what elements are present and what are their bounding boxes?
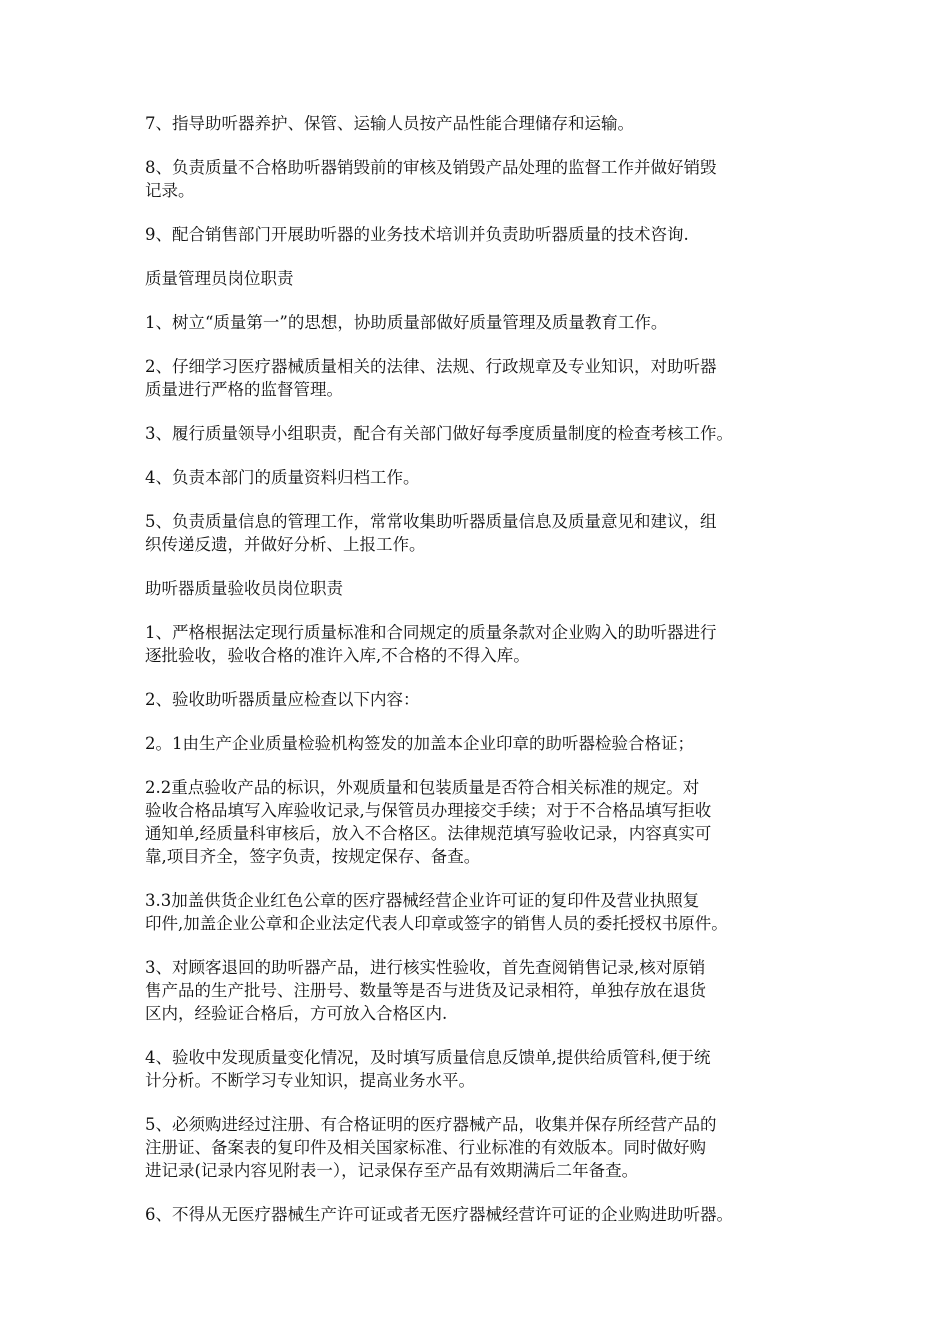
text-line: 通知单,经质量科审核后，放入不合格区。法律规范填写验收记录，内容真实可 (145, 824, 712, 843)
paragraph (145, 1203, 825, 1226)
text-line: 助听器质量验收员岗位职责 (145, 579, 343, 598)
text-line: 8、负责质量不合格助听器销毁前的审核及销毁产品处理的监督工作并做好销毁 (145, 158, 717, 177)
text-line: 1、严格根据法定现行质量标准和合同规定的质量条款对企业购入的助听器进行 (145, 623, 717, 642)
text-line: 3、对顾客退回的助听器产品，进行核实性验收，首先查阅销售记录,核对原销 (145, 958, 706, 977)
text-line: 4、负责本部门的质量资料归档工作。 (145, 468, 420, 487)
paragraph (145, 776, 825, 868)
text-line: 进记录(记录内容见附表一），记录保存至产品有效期满后二年备查。 (145, 1161, 639, 1180)
text-line: 质量管理员岗位职责 (145, 269, 294, 288)
text-line: 印件,加盖企业公章和企业法定代表人印章或签字的销售人员的委托授权书原件。 (145, 914, 728, 933)
paragraph (145, 510, 825, 556)
paragraph (145, 732, 825, 755)
paragraph (145, 688, 825, 711)
paragraph (145, 156, 825, 202)
paragraph (145, 311, 825, 334)
paragraph (145, 889, 825, 935)
text-line: 4、验收中发现质量变化情况，及时填写质量信息反馈单,提供给质管科,便于统 (145, 1048, 711, 1067)
paragraph (145, 956, 825, 1025)
text-line: 7、指导助听器养护、保管、运输人员按产品性能合理储存和运输。 (145, 114, 634, 133)
text-line: 注册证、备案表的复印件及相关国家标准、行业标准的有效版本。同时做好购 (145, 1138, 706, 1157)
text-line: 2、验收助听器质量应检查以下内容： (145, 690, 420, 709)
text-line: 计分析。不断学习专业知识，提高业务水平。 (145, 1071, 475, 1090)
text-line: 9、配合销售部门开展助听器的业务技术培训并负责助听器质量的技术咨询. (145, 225, 689, 244)
text-line: 2。1由生产企业质量检验机构签发的加盖本企业印章的助听器检验合格证； (145, 734, 694, 753)
text-line: 2、仔细学习医疗器械质量相关的法律、法规、行政规章及专业知识，对助听器 (145, 357, 717, 376)
section-heading (145, 577, 825, 600)
paragraph (145, 621, 825, 667)
paragraph (145, 112, 825, 135)
text-line: 区内，经验证合格后，方可放入合格区内. (145, 1004, 448, 1023)
section-heading (145, 267, 825, 290)
text-line: 售产品的生产批号、注册号、数量等是否与进货及记录相符，单独存放在退货 (145, 981, 706, 1000)
paragraph (145, 422, 825, 445)
text-line: 质量进行严格的监督管理。 (145, 380, 343, 399)
paragraph (145, 466, 825, 489)
text-line: 5、必须购进经过注册、有合格证明的医疗器械产品，收集并保存所经营产品的 (145, 1115, 717, 1134)
text-line: 3、履行质量领导小组职责，配合有关部门做好每季度质量制度的检查考核工作。 (145, 424, 733, 443)
paragraph (145, 355, 825, 401)
text-line: 靠,项目齐全，签字负责，按规定保存、备查。 (145, 847, 481, 866)
text-line: 2.2重点验收产品的标识，外观质量和包装质量是否符合相关标准的规定。对 (145, 778, 700, 797)
paragraph (145, 223, 825, 246)
document-body (145, 112, 825, 1247)
text-line: 3.3加盖供货企业红色公章的医疗器械经营企业许可证的复印件及营业执照复 (145, 891, 700, 910)
text-line: 6、不得从无医疗器械生产许可证或者无医疗器械经营许可证的企业购进助听器。 (145, 1205, 733, 1224)
text-line: 织传递反遗，并做好分析、上报工作。 (145, 535, 426, 554)
text-line: 记录。 (145, 181, 195, 200)
paragraph (145, 1113, 825, 1182)
text-line: 验收合格品填写入库验收记录,与保管员办理接交手续；对于不合格品填写拒收 (145, 801, 712, 820)
paragraph (145, 1046, 825, 1092)
text-line: 1、树立“质量第一”的思想，协助质量部做好质量管理及质量教育工作。 (145, 313, 668, 332)
text-line: 逐批验收，验收合格的准许入库,不合格的不得入库。 (145, 646, 530, 665)
text-line: 5、负责质量信息的管理工作，常常收集助听器质量信息及质量意见和建议，组 (145, 512, 717, 531)
